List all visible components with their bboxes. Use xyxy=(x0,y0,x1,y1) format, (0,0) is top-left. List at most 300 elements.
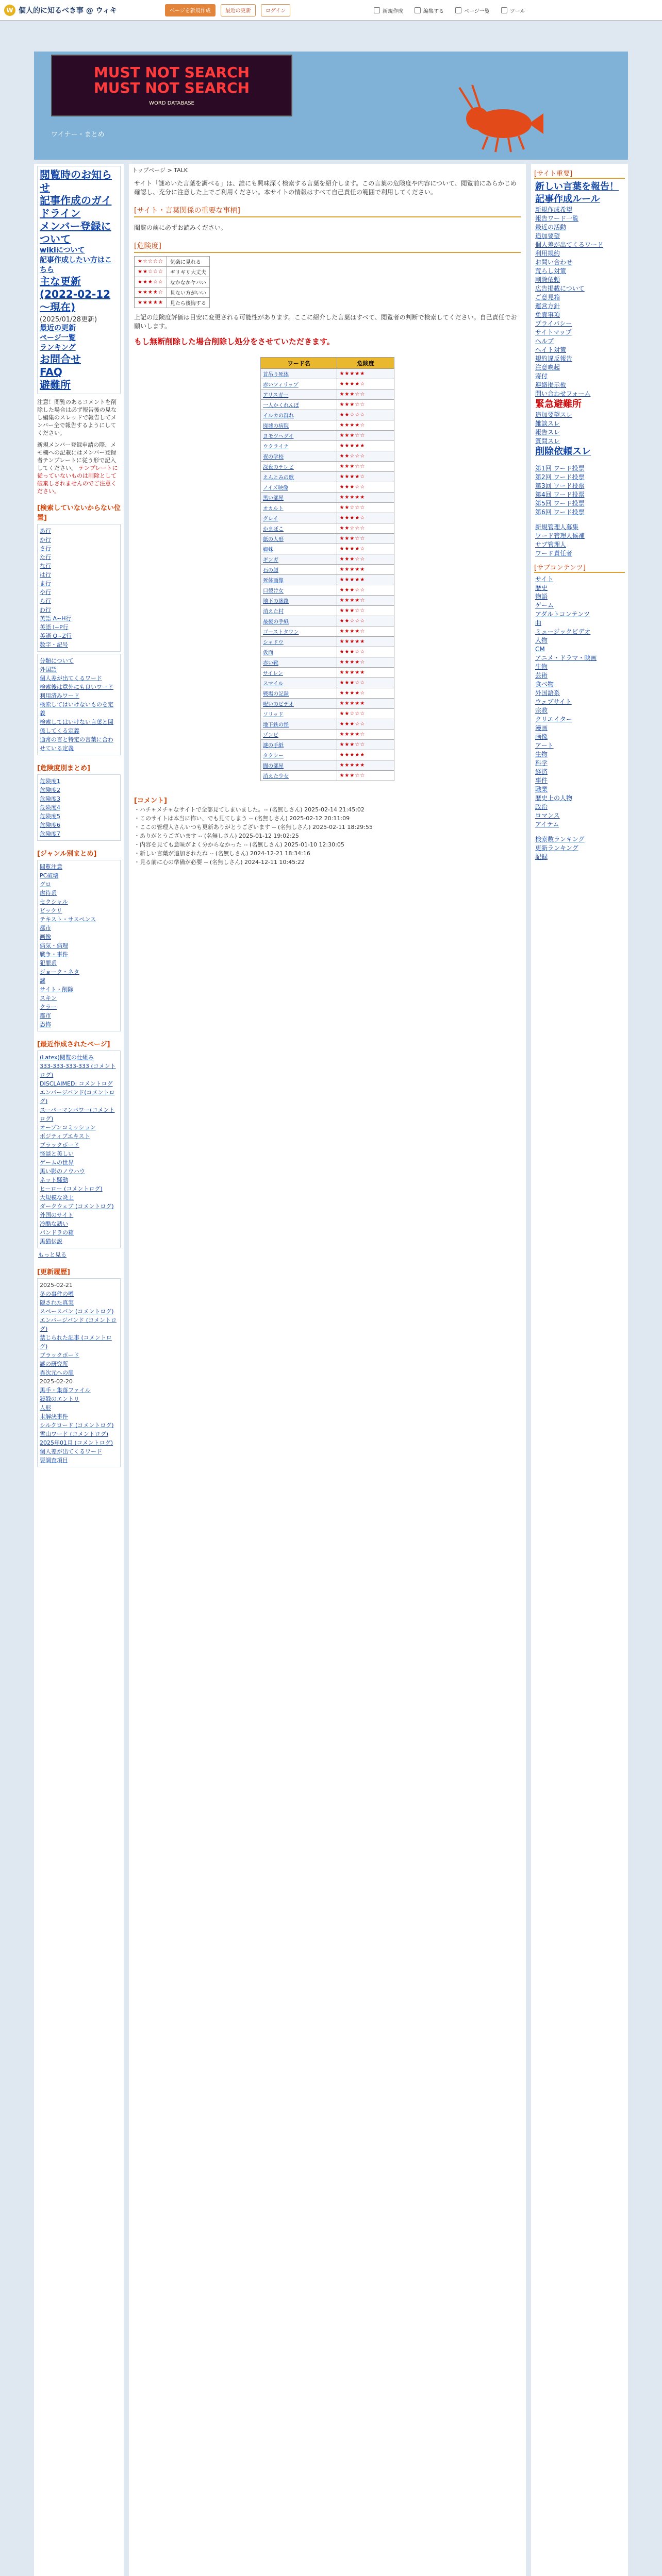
sub-content-link[interactable]: 生物 xyxy=(535,751,548,758)
table-row xyxy=(261,493,394,503)
admin-link[interactable]: ワード管理人候補 xyxy=(535,532,585,539)
new-tool[interactable] xyxy=(374,7,403,14)
sub-content-link[interactable]: 物語 xyxy=(535,593,548,600)
site-link[interactable]: プライバシー xyxy=(535,320,572,327)
site-link[interactable]: 広告掲載について xyxy=(535,285,585,292)
danger-level-link[interactable]: 危険度6 xyxy=(40,822,60,828)
word-link[interactable]: 地下鉄の怪 xyxy=(263,722,289,728)
word-link[interactable]: 紙の人形 xyxy=(263,537,284,543)
menu-link[interactable]: FAQ xyxy=(40,366,62,378)
danger-stars: ★★★★☆ xyxy=(337,472,394,482)
vote-link[interactable]: 第1回 ワード投票 xyxy=(535,465,585,472)
category-link[interactable]: 検索してはいけないものを定義 xyxy=(40,701,113,717)
ranking-links xyxy=(531,835,628,861)
danger-level-link[interactable]: 危険度5 xyxy=(40,813,60,820)
history-link[interactable]: 雪山ワード (コメントログ) xyxy=(40,1431,109,1437)
sub-content-link[interactable]: ゲーム xyxy=(535,602,554,609)
genre-link[interactable]: スキン xyxy=(40,995,57,1002)
sub-content-link[interactable]: 人物 xyxy=(535,637,548,644)
category-link[interactable]: 検索してはいけない言葉と関係してくる定義 xyxy=(40,719,113,734)
category-link[interactable]: 分類について xyxy=(40,657,74,664)
site-link[interactable]: 注意喚起 xyxy=(535,364,560,371)
sub-content-link[interactable]: ミュージックビデオ xyxy=(535,628,591,635)
word-cell xyxy=(261,493,337,503)
sub-content-link[interactable]: 事件 xyxy=(535,777,548,784)
category-link[interactable]: 検索後は意外にも良いワード xyxy=(40,684,113,690)
recent-page-link[interactable]: 333-333-333-333 (コメントログ) xyxy=(40,1063,116,1078)
menu-link[interactable]: メンバー登録について xyxy=(40,220,111,245)
thread-link[interactable]: 追加要望スレ xyxy=(535,411,573,418)
word-link[interactable]: 謎の手紙 xyxy=(263,743,284,749)
ranking-link[interactable]: 検索数ランキング xyxy=(535,836,585,843)
sub-content-link[interactable]: 外国語系 xyxy=(535,689,560,697)
legend-row xyxy=(135,298,210,308)
menu-link[interactable]: 主な更新(2022-02-12～現在) xyxy=(40,275,111,313)
site-link[interactable]: お問い合わせ xyxy=(535,259,573,266)
word-link[interactable]: 首吊り死体 xyxy=(263,372,289,378)
update-history xyxy=(37,1278,121,1467)
site-description: サイト「謎めいた言葉を調べる」は、誰にも興味深く検索する言葉を紹介します。この言葉の危険度や内容について、閲覧前にあらかじめ確認し、充分に注意した上でご利用ください。本サイトの情報はすべて自己責任の範囲で利用してください。 xyxy=(134,180,517,196)
danger-level-link[interactable]: 危険度4 xyxy=(40,804,60,811)
site-link[interactable]: ご意見箱 xyxy=(535,294,560,301)
word-link[interactable]: 死体画像 xyxy=(263,578,284,584)
genre-link[interactable]: 虐待系 xyxy=(40,890,57,896)
ranking-link[interactable]: 更新ランキング xyxy=(535,844,578,852)
new-page-button[interactable]: ページを新規作成 xyxy=(165,4,216,16)
kana-link[interactable]: 英語 I~P行 xyxy=(40,624,69,631)
kana-link[interactable]: 英語 Q~Z行 xyxy=(40,633,72,639)
sub-content-link[interactable]: ロマンス xyxy=(535,812,560,819)
danger-stars: ★★★★★ xyxy=(337,699,394,709)
word-link[interactable]: 蜘蛛 xyxy=(263,547,273,553)
recent-page-link[interactable]: DISCLAIMED: コメントログ xyxy=(40,1080,113,1087)
recent-page-link[interactable]: 外国のサイト xyxy=(40,1212,74,1218)
genre-link[interactable]: 謎 xyxy=(40,977,45,984)
word-link[interactable]: ヨモツヘグイ xyxy=(263,434,294,439)
sub-content-link[interactable]: サイト xyxy=(535,575,554,583)
word-link[interactable]: 赤いフィリップ xyxy=(263,382,299,388)
word-cell xyxy=(261,709,337,719)
banner-caption: WORD DATABASE xyxy=(149,100,194,106)
column-header-word: ワード名 xyxy=(261,358,337,369)
sub-content-link[interactable]: 経済 xyxy=(535,768,548,775)
sub-content-link[interactable]: 宗教 xyxy=(535,707,548,714)
history-link[interactable]: 隠された真実 xyxy=(40,1299,74,1306)
danger-level-link[interactable]: 危険度1 xyxy=(40,778,60,785)
site-logo[interactable] xyxy=(0,5,160,16)
legend-stars: ★★☆☆☆ xyxy=(135,267,167,277)
site-links xyxy=(531,206,628,398)
genre-link[interactable]: サイト・削除 xyxy=(40,986,74,993)
word-cell xyxy=(261,482,337,493)
kana-link[interactable]: か行 xyxy=(40,536,51,543)
ranking-link[interactable]: 記録 xyxy=(535,853,548,860)
word-link[interactable]: ゾンビ xyxy=(263,733,278,738)
menu-link[interactable]: 記事作成のガイドライン xyxy=(40,194,112,219)
table-row xyxy=(261,606,394,616)
legend-text: なかなかヤバい xyxy=(167,277,209,287)
word-cell xyxy=(261,678,337,688)
recent-page-link[interactable]: ポジティブエキスト xyxy=(40,1133,90,1140)
tool-label: 編集する xyxy=(423,8,444,14)
genre-link[interactable]: グロ xyxy=(40,881,51,888)
site-link[interactable]: 寄付 xyxy=(535,372,548,380)
sub-content-link[interactable]: アニメ・ドラマ・映画 xyxy=(535,654,597,662)
more-link[interactable]: もっと見る xyxy=(38,1251,67,1258)
word-link[interactable]: シャドウ xyxy=(263,640,284,646)
sub-content-link[interactable]: 画像 xyxy=(535,733,548,740)
site-link[interactable]: 運営方針 xyxy=(535,302,560,310)
breadcrumb: トップページ > TALK xyxy=(132,167,188,174)
word-link[interactable]: 一人かくれんぼ xyxy=(263,403,299,409)
site-link[interactable]: ヘイト対策 xyxy=(535,346,567,353)
word-link[interactable]: 石の顔 xyxy=(263,568,278,573)
word-link[interactable]: 最後の手紙 xyxy=(263,619,289,625)
site-link[interactable]: 個人差が出てくるワード xyxy=(535,241,604,248)
kana-link[interactable]: な行 xyxy=(40,563,51,569)
sub-content-link[interactable]: アイテム xyxy=(535,821,559,828)
word-cell xyxy=(261,740,337,750)
delete-request-link[interactable]: 削除依頼スレ xyxy=(535,446,591,457)
banner-line: MUST NOT SEARCH xyxy=(93,79,250,96)
menu-sublink[interactable]: ページ一覧 xyxy=(40,334,76,342)
recent-page-link[interactable]: ヒーロー (コメントログ) xyxy=(40,1185,103,1192)
table-row xyxy=(261,730,394,740)
edit-tool[interactable] xyxy=(415,7,444,14)
history-link[interactable]: 2025年01月 (コメントログ) xyxy=(40,1439,113,1446)
genre-link[interactable]: 病気・病理 xyxy=(40,942,68,949)
word-cell xyxy=(261,657,337,668)
recent-page-link[interactable]: 怪談と美しい xyxy=(40,1150,74,1157)
word-link[interactable]: ギンガ xyxy=(263,557,278,563)
legend-stars: ★★★☆☆ xyxy=(135,277,167,287)
thread-link[interactable]: 報告スレ xyxy=(535,429,560,436)
table-row xyxy=(261,554,394,565)
danger-stars: ★★★☆☆ xyxy=(337,678,394,688)
word-link[interactable]: かまぼこ xyxy=(263,527,284,532)
table-row xyxy=(261,410,394,420)
word-cell xyxy=(261,699,337,709)
word-link[interactable]: えんとみの歌 xyxy=(263,475,294,481)
sub-content-link[interactable]: 食べ物 xyxy=(535,681,554,688)
word-link[interactable]: 戦場の記録 xyxy=(263,691,289,697)
site-link[interactable]: ヘルプ xyxy=(535,337,554,345)
table-row xyxy=(261,472,394,482)
danger-stars: ★★☆☆☆ xyxy=(337,503,394,513)
genre-link[interactable]: ジョーク・ネタ xyxy=(40,969,79,975)
history-link[interactable]: ブラックボード xyxy=(40,1352,79,1359)
danger-legend xyxy=(134,256,210,308)
word-cell xyxy=(261,523,337,534)
section-heading: [最近作成されたページ] xyxy=(37,1041,110,1048)
history-items xyxy=(40,1290,118,1377)
word-link[interactable]: 地下の迷路 xyxy=(263,599,289,604)
history-link[interactable]: 個人差が出てくるワード xyxy=(40,1448,102,1455)
history-link[interactable]: スペースバン (コメントログ) xyxy=(40,1308,114,1315)
important-link[interactable]: [サイト・言葉関係の重要な事柄] xyxy=(134,205,521,217)
category-link[interactable]: 個人差が出てくるワード xyxy=(40,675,102,682)
category-link[interactable]: 外国語 xyxy=(40,666,57,673)
word-cell xyxy=(261,554,337,565)
vote-link[interactable]: 第6回 ワード投票 xyxy=(535,509,585,516)
recent-page-link[interactable]: (Latex)閲覧の仕組み xyxy=(40,1054,94,1061)
legend-heading: [危険度] xyxy=(134,241,521,253)
menu-link[interactable]: 閲覧時のお知らせ xyxy=(40,168,112,194)
menu-link[interactable]: 避難所 xyxy=(40,379,71,391)
genre-link[interactable]: テキスト・サスペンス xyxy=(40,916,96,923)
word-link[interactable]: イルカの群れ xyxy=(263,413,294,419)
word-cell xyxy=(261,647,337,657)
left-sidebar xyxy=(34,164,124,2576)
site-link[interactable]: 利用規約 xyxy=(535,250,560,257)
word-link[interactable]: 深夜のテレビ xyxy=(263,465,294,470)
history-items xyxy=(40,1386,118,1465)
category-link[interactable]: 通常の言と特定の言葉に合わせている定義 xyxy=(40,736,113,752)
kana-link[interactable]: ま行 xyxy=(40,580,51,587)
read-first-note: 閲覧の前に必ずお読みください。 xyxy=(134,224,227,231)
site-link[interactable]: 荒らし対策 xyxy=(535,267,567,275)
site-link[interactable]: 追加要望 xyxy=(535,232,560,240)
thread-link[interactable]: 雑談スレ xyxy=(535,420,560,427)
word-link[interactable]: 赤い靴 xyxy=(263,660,278,666)
genre-link[interactable]: 閲覧注意 xyxy=(40,863,62,870)
sub-content-link[interactable]: アダルトコンテンツ xyxy=(535,611,590,618)
danger-level-link[interactable]: 危険度3 xyxy=(40,795,60,802)
admin-link[interactable]: 新規管理人募集 xyxy=(535,523,579,531)
genre-link[interactable]: セクシャル xyxy=(40,899,68,905)
sub-content-link[interactable]: 漫画 xyxy=(535,724,548,732)
history-link[interactable]: 異次元への扉 xyxy=(40,1369,74,1376)
kana-link[interactable]: は行 xyxy=(40,571,51,578)
word-link[interactable]: 消えた村 xyxy=(263,609,284,615)
sub-content-link[interactable]: 歴史上の人物 xyxy=(535,794,573,802)
kana-link[interactable]: さ行 xyxy=(40,545,51,552)
word-table xyxy=(260,357,394,781)
page-list-tool[interactable] xyxy=(455,7,490,14)
menu-link[interactable]: お問合せ xyxy=(40,353,81,365)
rules-link[interactable]: 記事作成ルール xyxy=(535,194,600,205)
recent-page-link[interactable]: エンバージバンド(コメントログ) xyxy=(40,1089,115,1105)
site-link[interactable]: 連絡掲示板 xyxy=(535,381,567,388)
word-link[interactable]: ゴーストタウン xyxy=(263,630,299,635)
notice-warning: テンプレートに従っていないものは削除として破棄しされませんのでご注意ください。 xyxy=(37,465,118,495)
site-link[interactable]: 報告ワード一覧 xyxy=(535,215,579,222)
danger-stars: ★★★☆☆ xyxy=(337,606,394,616)
word-link[interactable]: 闇の部屋 xyxy=(263,764,284,769)
vote-link[interactable]: 第5回 ワード投票 xyxy=(535,500,585,507)
sub-content-link[interactable]: 曲 xyxy=(535,619,542,626)
genre-link[interactable]: PC破壊 xyxy=(40,872,59,879)
word-link[interactable]: 呪いのビデオ xyxy=(263,702,294,707)
recent-page-link[interactable]: ゲームの世界 xyxy=(40,1159,74,1166)
danger-stars: ★★★★☆ xyxy=(337,657,394,668)
word-link[interactable]: 黒い部屋 xyxy=(263,496,284,501)
genre-link[interactable]: 戦争・事件 xyxy=(40,951,68,958)
word-link[interactable]: ソリッド xyxy=(263,712,284,718)
word-link[interactable]: グレイ xyxy=(263,516,278,522)
table-row xyxy=(261,637,394,647)
sub-content-link[interactable]: 芸術 xyxy=(535,672,548,679)
site-link[interactable]: 免責事項 xyxy=(535,311,560,318)
word-link[interactable]: スマイル xyxy=(263,681,284,687)
menu-sublink[interactable]: 最近の更新 xyxy=(40,324,76,332)
danger-stars: ★★★★★ xyxy=(337,565,394,575)
word-link[interactable]: 消えた少女 xyxy=(263,774,289,779)
danger-stars: ★★★★☆ xyxy=(337,379,394,389)
danger-level-link[interactable]: 危険度2 xyxy=(40,787,60,793)
history-link[interactable]: 人形 xyxy=(40,1404,51,1411)
table-row xyxy=(261,503,394,513)
table-row xyxy=(261,596,394,606)
recent-page-link[interactable]: 黒い影のノウハウ xyxy=(40,1168,85,1175)
comment-item: ・新しい言葉が追加されたね -- (名無しさん) 2024-12-21 18:34:16 xyxy=(134,850,310,857)
genre-link[interactable]: ビックリ xyxy=(40,907,62,914)
sub-content-link[interactable]: 政治 xyxy=(535,803,548,810)
word-link[interactable]: ウクライナ xyxy=(263,444,289,450)
recent-page-link[interactable]: 冷酷な誘い xyxy=(40,1221,68,1227)
kana-link[interactable]: や行 xyxy=(40,589,51,596)
comment-item: ・見る前に心の準備が必要 -- (名無しさん) 2024-12-11 10:45:22 xyxy=(134,859,305,866)
word-cell xyxy=(261,575,337,585)
menu-link[interactable]: 記事作成したい方はこちら xyxy=(40,256,112,274)
menu-sublink[interactable]: ランキング xyxy=(40,344,76,352)
recent-page-link[interactable]: 黒猫伝説 xyxy=(40,1238,62,1245)
legend-text: ギリギリ大丈夫 xyxy=(167,267,209,277)
section-heading: [更新履歴] xyxy=(37,1268,70,1276)
history-link[interactable]: 未解決事件 xyxy=(40,1413,68,1420)
list-icon xyxy=(455,7,461,13)
sub-content-link[interactable]: CM xyxy=(535,646,545,653)
word-cell xyxy=(261,441,337,451)
login-button[interactable]: ログイン xyxy=(261,4,291,16)
word-link[interactable]: アリスガー xyxy=(263,393,289,398)
emergency-link[interactable]: 緊急避難所 xyxy=(535,399,582,410)
word-link[interactable]: サイレン xyxy=(263,671,284,676)
word-link[interactable]: ノイズ映像 xyxy=(263,485,288,491)
table-row xyxy=(261,462,394,472)
table-row xyxy=(261,647,394,657)
history-link[interactable]: 謎の研究所 xyxy=(40,1361,68,1367)
recent-page-link[interactable]: 大規模な炎上 xyxy=(40,1194,74,1201)
admin-link[interactable]: サブ管理人 xyxy=(535,541,567,548)
table-row xyxy=(261,709,394,719)
vote-link[interactable]: 第3回 ワード投票 xyxy=(535,482,585,489)
genre-link[interactable]: 犯罪系 xyxy=(40,960,57,967)
word-link[interactable]: オカルト xyxy=(263,506,284,512)
recent-page-link[interactable]: ブラックボード xyxy=(40,1142,79,1148)
history-link[interactable]: 殺戮のエントリ xyxy=(40,1396,79,1402)
tools-tool[interactable] xyxy=(501,7,525,14)
site-link[interactable]: 問い合わせフォーム xyxy=(535,390,591,397)
genre-link[interactable]: 画像 xyxy=(40,934,51,940)
vote-link[interactable]: 第4回 ワード投票 xyxy=(535,491,585,498)
site-link[interactable]: 削除依頼 xyxy=(535,276,560,283)
recent-page-link[interactable]: ダークウェブ (コメントログ) xyxy=(40,1203,114,1210)
category-link[interactable]: 利用済みワード xyxy=(40,692,79,699)
vote-link[interactable]: 第2回 ワード投票 xyxy=(535,473,585,481)
recent-page-link[interactable]: ネット騒動 xyxy=(40,1177,68,1183)
site-link[interactable]: 新規作成希望 xyxy=(535,206,573,213)
history-link[interactable]: 冬の事件の噂 xyxy=(40,1291,74,1297)
banner-image[interactable] xyxy=(51,55,292,116)
comment-item: ・内容を見ても意味がよく分からなかった -- (名無しさん) 2025-01-10 12:30:05 xyxy=(134,841,344,848)
danger-stars: ★★★☆☆ xyxy=(337,554,394,565)
danger-stars: ★★☆☆☆ xyxy=(337,616,394,626)
danger-stars: ★★★★★ xyxy=(337,441,394,451)
recent-updates-button[interactable]: 最近の更新 xyxy=(221,4,256,16)
kana-link[interactable]: あ行 xyxy=(40,528,51,534)
sub-content-link[interactable]: 生物 xyxy=(535,663,548,670)
thread-link[interactable]: 質問スレ xyxy=(535,437,560,445)
report-link[interactable]: 新しい言葉を報告！ xyxy=(535,181,619,192)
sub-content-link[interactable]: 歴史 xyxy=(535,584,548,591)
history-link[interactable]: エンバージバンド (コメントログ) xyxy=(40,1317,117,1332)
word-cell xyxy=(261,544,337,554)
history-link[interactable]: シルクロード (コメントログ) xyxy=(40,1422,114,1429)
genre-link[interactable]: 都市 xyxy=(40,925,51,931)
recent-page-link[interactable]: オープンコミッション xyxy=(40,1124,96,1131)
word-link[interactable]: タクシー xyxy=(263,753,284,759)
kana-link[interactable]: 数字・記号 xyxy=(40,641,68,648)
genre-link[interactable]: クラー xyxy=(40,1004,57,1010)
comment-item: ・ありがとうございます -- (名無しさん) 2025-01-12 19:02:25 xyxy=(134,833,299,839)
comment-item: ・ハチャメチャなサイトで全部見てしまいました。-- (名無しさん) 2025-02-14 21:45:02 xyxy=(134,806,365,813)
word-cell xyxy=(261,389,337,400)
warning-message: もし無断削除した場合削除し処分をさせていただきます。 xyxy=(134,337,335,346)
table-row xyxy=(261,451,394,462)
kana-link[interactable]: た行 xyxy=(40,554,51,561)
site-link[interactable]: サイトマップ xyxy=(535,329,572,336)
danger-level-link[interactable]: 危険度7 xyxy=(40,831,60,837)
admin-links xyxy=(531,523,628,558)
kana-link[interactable]: ら行 xyxy=(40,598,51,604)
word-link[interactable]: 仮面 xyxy=(263,650,273,656)
word-link[interactable]: 口裂け女 xyxy=(263,588,284,594)
table-row xyxy=(261,668,394,678)
genre-link[interactable]: 都市 xyxy=(40,1012,51,1019)
history-link[interactable]: 禁じられた記事 (コメントログ) xyxy=(40,1334,112,1350)
word-link[interactable]: 夜の学校 xyxy=(263,454,284,460)
site-link[interactable]: 最近の活動 xyxy=(535,224,567,231)
legend-text: 気楽に見れる xyxy=(167,257,209,267)
recent-page-link[interactable]: パンドラの箱 xyxy=(40,1229,74,1236)
word-cell xyxy=(261,565,337,575)
sub-content-link[interactable]: ウェブサイト xyxy=(535,698,572,705)
danger-stars: ★★★☆☆ xyxy=(337,534,394,544)
genre-list xyxy=(37,860,121,1031)
admin-link[interactable]: ワード責任者 xyxy=(535,550,573,557)
legend-stars: ★★★★★ xyxy=(135,298,167,308)
kana-link[interactable]: 英語 A~H行 xyxy=(40,615,72,622)
history-link[interactable]: 要調査項目 xyxy=(40,1457,68,1464)
sub-content-link[interactable]: 科学 xyxy=(535,759,548,767)
kana-link[interactable]: わ行 xyxy=(40,606,51,613)
tool-label: ページ一覧 xyxy=(464,8,490,14)
word-link[interactable]: 廃墟の病院 xyxy=(263,423,289,429)
comments-section xyxy=(134,796,521,867)
recent-pages-list xyxy=(37,1050,121,1248)
recent-page-link[interactable]: スーパーマンパワー(コメントログ) xyxy=(40,1107,115,1122)
menu-link[interactable]: wikiについて xyxy=(40,246,85,255)
site-link[interactable]: 規約違反報告 xyxy=(535,355,573,362)
history-link[interactable]: 黒手・集落ファイル xyxy=(40,1387,91,1394)
sub-content-link[interactable]: 職業 xyxy=(535,786,548,793)
genre-link[interactable]: 恐怖 xyxy=(40,1021,51,1028)
sub-content-link[interactable]: クリエイター xyxy=(535,716,572,723)
legend-stars: ★★★★☆ xyxy=(135,287,167,298)
word-cell xyxy=(261,503,337,513)
sub-content-link[interactable]: アート xyxy=(535,742,554,749)
